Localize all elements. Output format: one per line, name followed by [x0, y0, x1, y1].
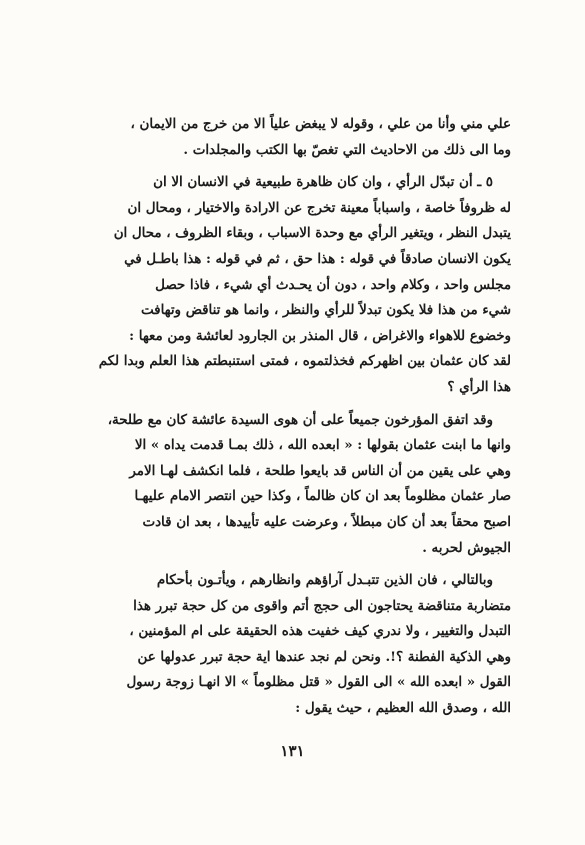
text-line: وهي على يقين من أن الناس قد بايعوا طلحة ، فلما انكشف لهـا الامر — [129, 462, 511, 479]
text-line: هذا الرأي ؟ — [447, 378, 511, 395]
text-line: مجلس واحد ، وكلام واحد ، دون أن يحـدث أي شيء ، فاذا حصل — [155, 276, 511, 293]
text-line: وبالتالي ، فان الذين تتبـدل آراؤهم وانظارهم ، ويأتـون بأحكام — [156, 572, 493, 589]
text-line: وقد اتفق المؤرخون جميعاً على أن هوى السيدة عائشة كان مع طلحة، — [107, 411, 493, 428]
page-number: ١٣١ — [280, 742, 305, 760]
text-line: وانها ما ابنت عثمان بقولها : « ابعده الله ، ذلك بمـا قدمت يداه » الا — [134, 437, 511, 454]
text-line: الله ، وصدق الله العظيم ، حيث يقول : — [295, 700, 511, 717]
text-line: متضاربة متناقضة يحتاجون الى حجج أتم واقوى من كل حجة تبرر هذا — [133, 597, 511, 614]
text-line: وخضوع للاهواء والاغراض ، قال المنذر بن الجارود لعائشة ومن معها : — [129, 327, 511, 344]
paragraph-gap — [78, 163, 511, 170]
text-line: يكون الانسان صادقاً في قوله : هذا حق ، ثم في قوله : هذا باطـل في — [124, 250, 511, 267]
paragraph-gap — [78, 561, 511, 568]
text-line: وهي الذكية الفطنة ؟!. ونحن لم نجد عندها اية حجة تبرر عدولها عن — [137, 648, 511, 665]
text-line: لقد كان عثمان بين اظهركم فخذلتموه ، فمتى استنبطتم هذا العلم وبدا لكم — [98, 353, 511, 370]
paragraph-gap — [78, 401, 511, 408]
text-line: له ظروفاً خاصة ، واسباباً معينة تخرج عن الارادة والاختيار ، ومحال ان — [127, 199, 511, 216]
text-line: شيء من هذا فلا يكون تبدلاً للرأي والنظر ، وانما هو تناقض وتهافت — [141, 302, 511, 319]
text-line: القول « ابعده الله » الى القول « قتل مظلوماً » الا انهـا زوجة رسول — [126, 674, 511, 691]
text-line: التبدل والتغيير ، ولا ندري كيف خفيت هذه الحقيقة على ام المؤمنين ، — [129, 623, 511, 640]
body-text — [78, 112, 511, 722]
text-line: ٥ ـ أن تبدّل الرأي ، وان كان ظاهرة طبيعية في الانسان الا ان — [153, 174, 493, 191]
text-line: وما الى ذلك من الاحاديث التي تغصّ بها الكتب والمجلدات . — [183, 141, 511, 158]
text-line: يتبدل النظر ، ويتغير الرأي مع وحدة الاسباب ، وبقاء الظروف ، محال ان — [113, 225, 511, 242]
text-line: صار عثمان مظلوماً بعد ان كان ظالماً ، وكذا حين انتصر الامام عليهـا — [134, 488, 511, 505]
text-line: اصبح محقاً بعد أن كان مبطلاً ، وعرضت عليه تأييدها ، بعد ان قادت — [142, 513, 511, 530]
text-line: علي مني وأنا من علي ، وقوله لا يبغض علياً الا من خرج من الايمان ، — [130, 116, 511, 132]
text-line: الجيوش لحربه . — [422, 539, 511, 556]
